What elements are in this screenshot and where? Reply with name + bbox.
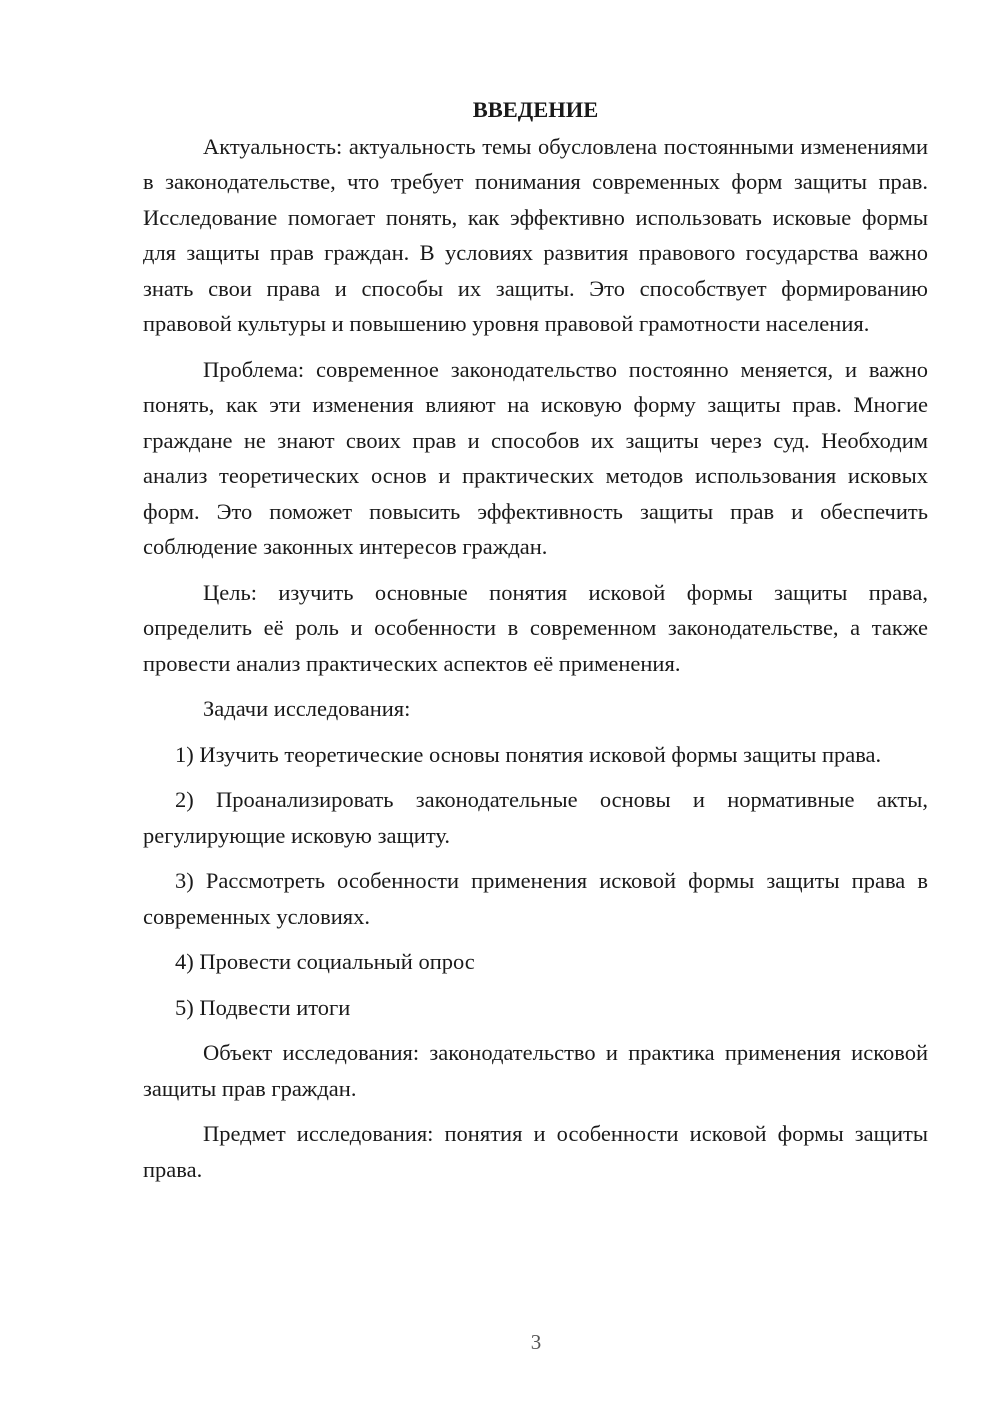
- tasks-heading: Задачи исследования:: [203, 696, 411, 721]
- task-item-3: 3) Рассмотреть особенности применения исковой формы защиты права в современных условиях.: [143, 868, 928, 929]
- page-title: ВВЕДЕНИЕ: [472, 97, 599, 122]
- page-number: 3: [530, 1330, 542, 1354]
- paragraph-subject: Предмет исследования: понятия и особенности исковой формы защиты права.: [143, 1121, 928, 1182]
- paragraph-problem: Проблема: современное законодательство постоянно меняется, и важно понять, как эти изменения влияют на исковую форму защиты прав. Многие граждане не знают своих прав и способов их защиты через суд. Необходим анализ теоретических основ и практических методов использования исковых форм. Это поможет повысить эффективность защиты прав и обеспечить соблюдение законных интересов граждан.: [143, 356, 928, 559]
- paragraph-object: Объект исследования: законодательство и практика применения исковой защиты прав граждан.: [143, 1040, 928, 1101]
- paragraph-relevance: Актуальность: актуальность темы обусловлена постоянными изменениями в законодательстве, что требует понимания современных форм защиты прав. Исследование помогает понять, как эффективно использовать исковые формы для защиты прав граждан. В условиях развития правового государства важно знать свои права и способы их защиты. Это способствует формированию правовой культуры и повышению уровня правовой грамотности населения.: [143, 133, 928, 336]
- task-item-4: 4) Провести социальный опрос: [175, 949, 475, 974]
- paragraph-goal: Цель: изучить основные понятия исковой формы защиты права, определить её роль и особенности в современном законодательстве, а также провести анализ практических аспектов её применения.: [143, 579, 928, 676]
- task-item-2: 2) Проанализировать законодательные основы и нормативные акты, регулирующие исковую защиту.: [143, 787, 928, 848]
- task-item-5: 5) Подвести итоги: [175, 994, 351, 1020]
- task-item-1: 1) Изучить теоретические основы понятия исковой формы защиты права.: [175, 741, 882, 767]
- page-content: [143, 92, 928, 1197]
